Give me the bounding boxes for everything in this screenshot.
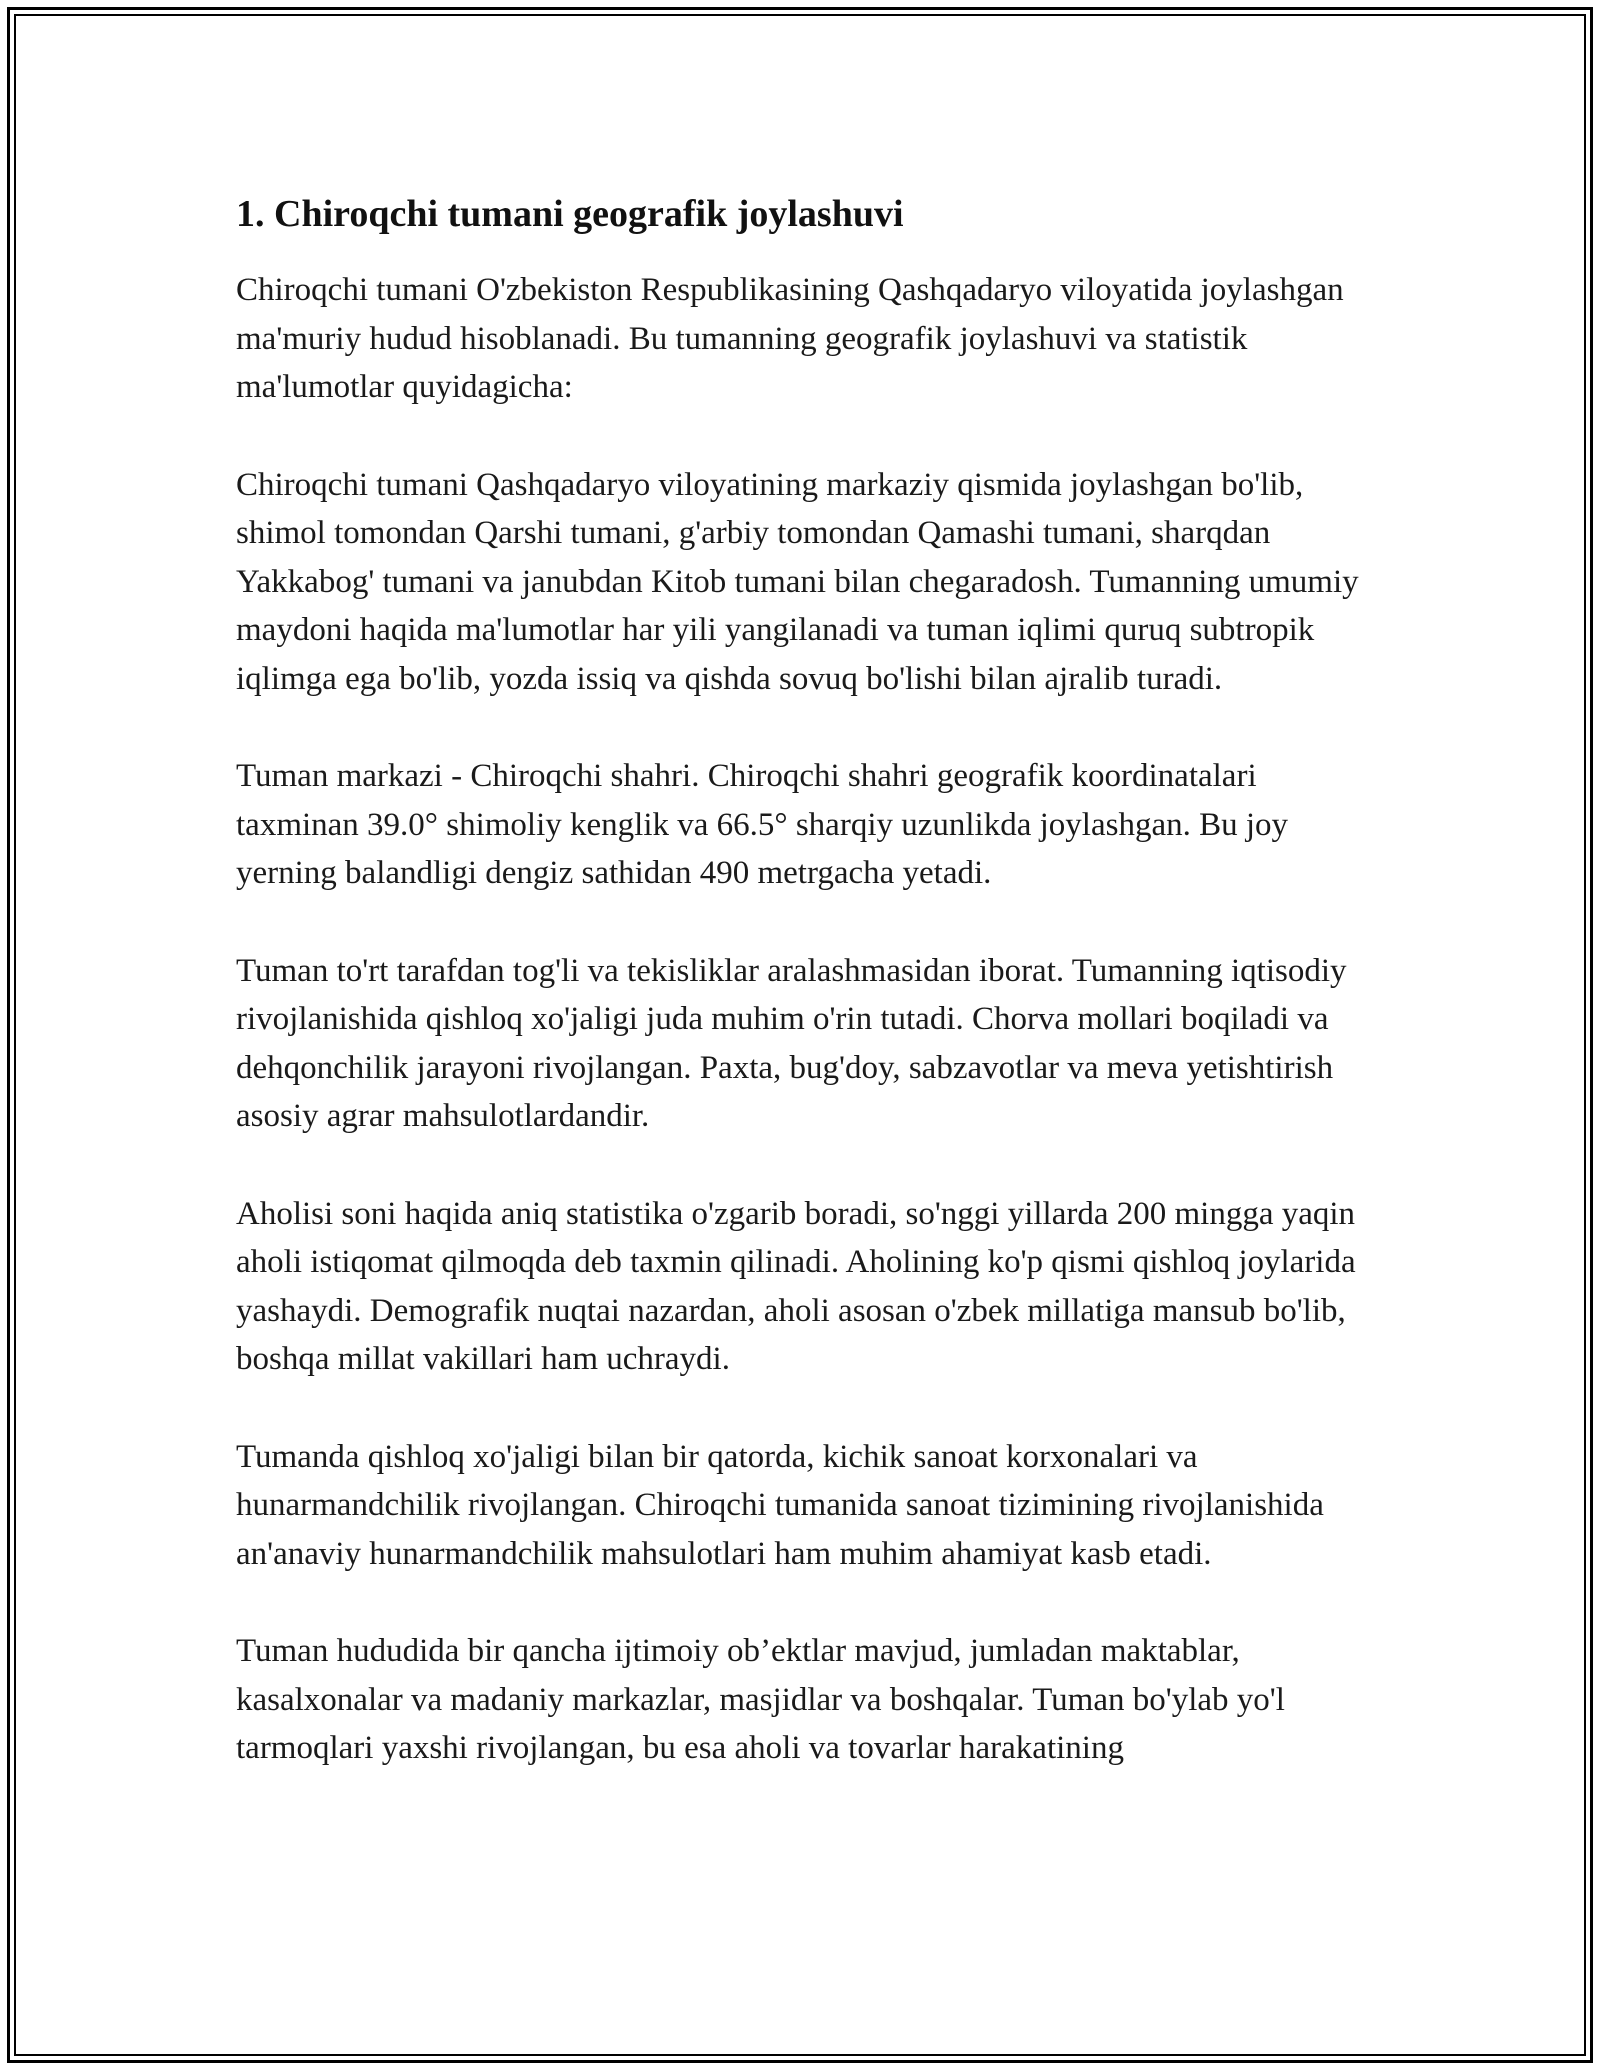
paragraph-location: Chiroqchi tumani Qashqadaryo viloyatining markaziy qismida joylashgan bo'lib, shimol tomondan Qarshi tumani, g'arbiy tomondan Qamashi tumani, sharqdan Yakkabog' tumani va janubdan Kitob tumani bilan chegaradosh. Tumanning umumiy maydoni haqida ma'lumotlar har yili yangilanadi va tuman iqlimi quruq subtropik iqlimga ega bo'lib, yozda issiq va qishda sovuq bo'lishi bilan ajralib turadi. — [236, 466, 1359, 697]
paragraph-industry: Tumanda qishloq xo'jaligi bilan bir qatorda, kichik sanoat korxonalari va hunarmandchilik rivojlangan. Chiroqchi tumanida sanoat tizimining rivojlanishida an'anaviy hunarmandchilik mahsulotlari ham muhim ahamiyat kasb etadi. — [236, 1438, 1324, 1572]
paragraph-intro: Chiroqchi tumani O'zbekiston Respublikasining Qashqadaryo viloyatida joylashgan ma'muriy hudud hisoblanadi. Bu tumanning geografik joylashuvi va statistik ma'lumotlar quyidagicha: — [236, 272, 1344, 405]
paragraph-population: Aholisi soni haqida aniq statistika o'zgarib boradi, so'nggi yillarda 200 mingga yaqin aholi istiqomat qilmoqda deb taxmin qilinadi. Aholining ko'p qismi qishloq joylarida yashaydi. Demografik nuqtai nazardan, aholi asosan o'zbek millatiga mansub bo'lib, boshqa millat vakillari ham uchraydi. — [236, 1195, 1356, 1377]
paragraph-center: Tuman markazi - Chiroqchi shahri. Chiroqchi shahri geografik koordinatalari taxminan 39.0° shimoliy kenglik va 66.5° sharqiy uzunlikda joylashgan. Bu joy yerning balandligi dengiz sathidan 490 metrgacha yetadi. — [236, 758, 1289, 891]
paragraph-terrain-economy: Tuman to'rt tarafdan tog'li va tekisliklar aralashmasidan iborat. Tumanning iqtisodiy rivojlanishida qishloq xo'jaligi juda muhim o'rin tutadi. Chorva mollari boqiladi va dehqonchilik jarayoni rivojlangan. Paxta, bug'doy, sabzavotlar va meva yetishtirish asosiy agrar mahsulotlardandir. — [236, 952, 1347, 1134]
paragraph-infrastructure: Tuman hududida bir qancha ijtimoiy ob’ektlar mavjud, jumladan maktablar, kasalxonalar va madaniy markazlar, masjidlar va boshqalar. Tuman bo'ylab yo'l tarmoqlari yaxshi rivojlangan, bu esa aholi va tovarlar harakatining — [236, 1633, 1285, 1766]
document-body — [236, 188, 1370, 1773]
section-heading: 1. Chiroqchi tumani geografik joylashuvi — [236, 193, 904, 235]
